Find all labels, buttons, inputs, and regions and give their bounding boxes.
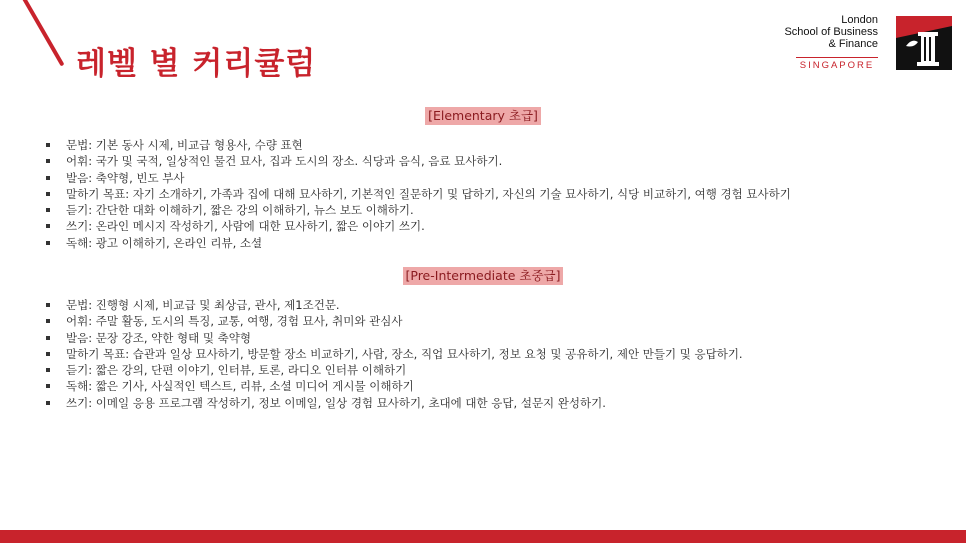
bullet-icon (46, 241, 50, 245)
curriculum-list (46, 297, 743, 411)
list-item-text: 말하기 목표: 자기 소개하기, 가족과 집에 대해 묘사하기, 기본적인 질문하기 및 답하기, 자신의 기술 묘사하기, 식당 비교하기, 여행 경험 묘사하기 (66, 186, 791, 201)
bullet-icon (46, 224, 50, 228)
list-item-text: 발음: 축약형, 빈도 부사 (66, 170, 185, 185)
list-item-text: 문법: 기본 동사 시제, 비교급 형용사, 수량 표현 (66, 138, 303, 152)
list-item (46, 235, 791, 251)
page-title: 레벨 별 커리큘럼 (76, 46, 317, 82)
list-item-text: 어휘: 주말 활동, 도시의 특징, 교통, 여행, 경험 묘사, 취미와 관심사 (66, 314, 403, 329)
list-item-text: 쓰기: 이메일 응용 프로그램 작성하기, 정보 이메일, 일상 경험 묘사하기, 초대에 대한 응답, 설문지 완성하기. (66, 395, 606, 410)
logo-wordmark (784, 14, 878, 50)
list-item-text: 발음: 문장 강조, 약한 형태 및 축약형 (66, 330, 251, 345)
section-heading-label: [Elementary 초급] (425, 107, 541, 125)
school-logo (784, 14, 952, 74)
list-item-text: 듣기: 짧은 강의, 단편 이야기, 인터뷰, 토론, 라디오 인터뷰 이해하기 (66, 363, 407, 378)
logo-location: SINGAPORE (799, 60, 875, 71)
list-item (46, 170, 791, 186)
list-item (46, 313, 743, 329)
section-heading (0, 105, 966, 125)
list-item-text: 독해: 광고 이해하기, 온라인 리뷰, 소셜 (66, 235, 263, 250)
list-item (46, 378, 743, 394)
section-heading (0, 265, 966, 285)
bullet-icon (46, 368, 50, 372)
bullet-icon (46, 401, 50, 405)
list-item (46, 186, 791, 202)
logo-line-3: & Finance (828, 38, 878, 50)
logo-divider (796, 57, 878, 58)
list-item (46, 346, 743, 362)
list-item-text: 독해: 짧은 기사, 사실적인 텍스트, 리뷰, 소셜 미디어 게시물 이해하기 (66, 379, 414, 394)
bullet-icon (46, 336, 50, 340)
list-item (46, 395, 743, 411)
list-item-text: 말하기 목표: 습관과 일상 묘사하기, 방문할 장소 비교하기, 사람, 장소, 직업 묘사하기, 정보 요청 및 공유하기, 제안 만들기 및 응답하기. (66, 346, 743, 361)
bullet-icon (46, 176, 50, 180)
bullet-icon (46, 208, 50, 212)
bullet-icon (46, 384, 50, 388)
list-item (46, 362, 743, 378)
section-heading-label: [Pre-Intermediate 초중급] (403, 267, 564, 285)
list-item (46, 330, 743, 346)
bullet-icon (46, 159, 50, 163)
list-item (46, 153, 791, 169)
bullet-icon (46, 192, 50, 196)
footer-bar (0, 530, 966, 543)
curriculum-list (46, 137, 791, 251)
list-item (46, 218, 791, 234)
decorative-slash (18, 0, 64, 66)
bullet-icon (46, 319, 50, 323)
bullet-icon (46, 352, 50, 356)
list-item-text: 어휘: 국가 및 국적, 일상적인 물건 묘사, 집과 도시의 장소. 식당과 음식, 음료 묘사하기. (66, 154, 503, 169)
bullet-icon (46, 143, 50, 147)
logo-line-2: School of Business (784, 26, 878, 38)
list-item-text: 듣기: 간단한 대화 이해하기, 짧은 강의 이해하기, 뉴스 보도 이해하기. (66, 203, 414, 218)
list-item (46, 137, 791, 153)
list-item (46, 202, 791, 218)
column-pillar-icon (896, 16, 952, 70)
bullet-icon (46, 303, 50, 307)
list-item (46, 297, 743, 313)
logo-line-1: London (841, 14, 878, 26)
list-item-text: 쓰기: 온라인 메시지 작성하기, 사람에 대한 묘사하기, 짧은 이야기 쓰기. (66, 219, 425, 234)
list-item-text: 문법: 진행형 시제, 비교급 및 최상급, 관사, 제1조건문. (66, 298, 340, 312)
